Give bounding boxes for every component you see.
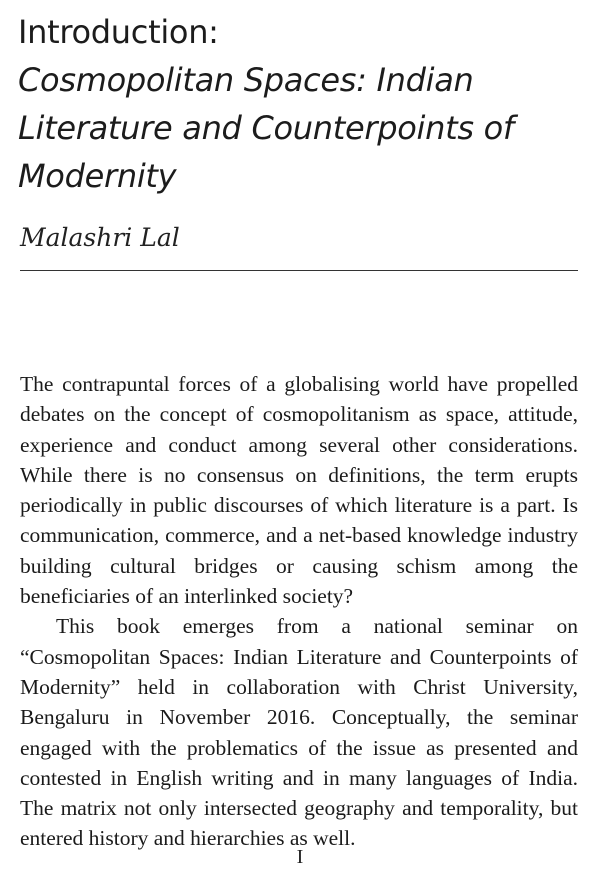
body-text (20, 369, 578, 854)
author-name: Malashri Lal (20, 223, 180, 252)
chapter-title: Cosmopolitan Spaces: Indian Literature and Counterpoints of Modernity (18, 61, 514, 195)
paragraph-1: The contrapuntal forces of a globalising world have propelled debates on the concept of cosmopolitanism as space, attitude, experience and conduct among several other considerations. While there is no consensus on definitions, the term erupts periodically in public discourses of which literature is a part. Is communication, commerce, and a net-based knowledge industry building cultural bridges or causing schism among the beneficiaries of an interlinked society? (20, 372, 578, 609)
chapter-label: Introduction: (18, 13, 219, 51)
heading-divider (20, 270, 578, 271)
page-number: I (296, 846, 304, 868)
chapter-heading (18, 8, 578, 200)
paragraph-2: This book emerges from a national seminar on “Cosmopolitan Spaces: Indian Literature and Counterpoints of Modernity” held in collaboration with Christ University, Bengaluru in November 2016. Conceptually, the seminar engaged with the problematics of the issue as presented and contested in English writing and in many languages of India. The matrix not only intersected geography and temporality, but entered history and hierarchies as well. (20, 614, 578, 851)
